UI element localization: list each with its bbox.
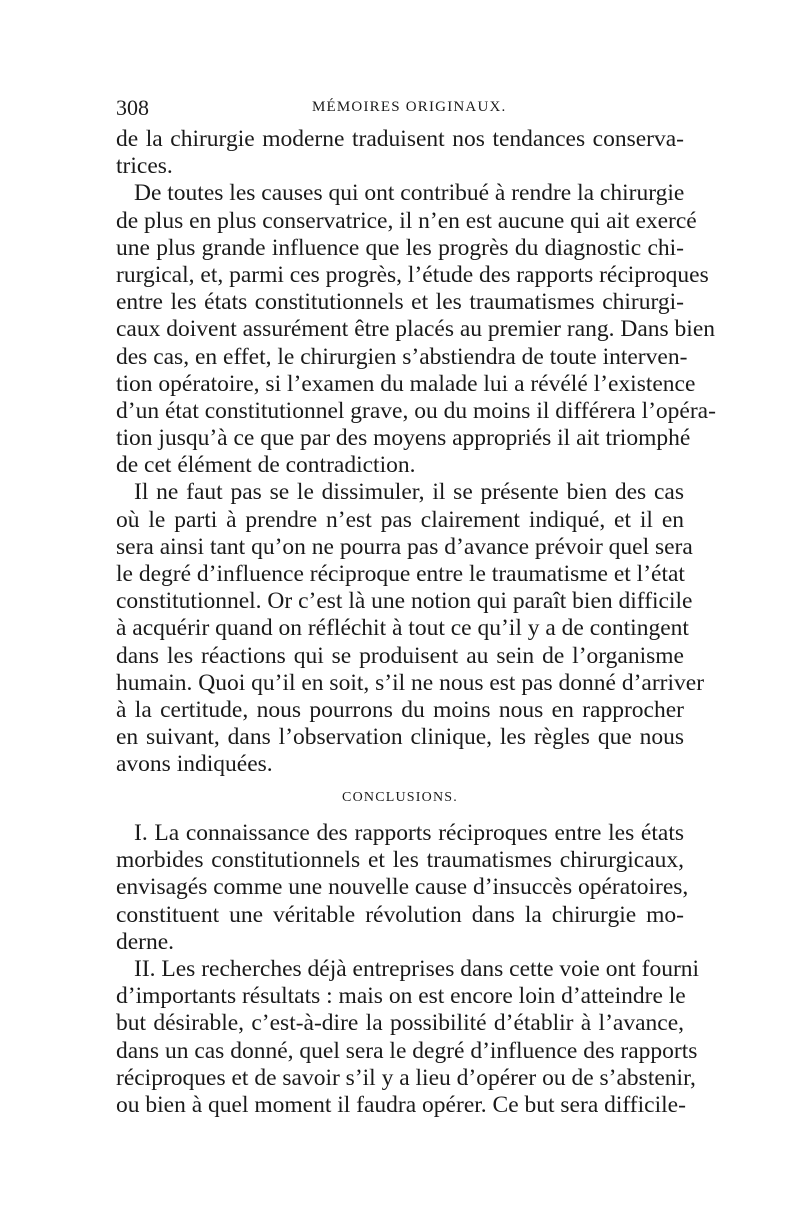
text-line: à acquérir quand on réfléchit à tout ce qu’il y a de contingent	[116, 615, 689, 642]
text-line: de cet élément de contradiction.	[116, 452, 416, 479]
text-line: une plus grande influence que les progrès du diagnostic chi-	[116, 234, 684, 261]
text-line: le degré d’influence réciproque entre le traumatisme et l’état	[116, 561, 685, 587]
text-line: dans les réactions qui se produisent au sein de l’organisme	[116, 642, 684, 669]
text-line: entre les états constitutionnels et les traumatismes chirurgi-	[116, 289, 684, 316]
running-title: MÉMOIRES ORIGINAUX.	[312, 99, 507, 115]
text-line: réciproques et de savoir s’il y a lieu d’opérer ou de s’abstenir,	[116, 1064, 696, 1091]
text-line: I. La connaissance des rapports réciproques entre les états	[134, 820, 684, 846]
text-line: rurgical, et, parmi ces progrès, l’étude des rapports réciproques	[116, 261, 709, 288]
text-line: II. Les recherches déjà entreprises dans cette voie ont fourni	[134, 955, 700, 982]
text-line: tion jusqu’à ce que par des moyens appropriés il ait triomphé	[116, 425, 691, 452]
text-line: envisagés comme une nouvelle cause d’insuccès opératoires,	[116, 874, 689, 901]
text-line: de plus en plus conservatrice, il n’en est aucune qui ait exercé	[116, 207, 697, 234]
text-line: des cas, en effet, le chirurgien s’abstiendra de toute interven-	[116, 343, 688, 370]
text-line: en suivant, dans l’observation clinique, les règles que nous	[116, 724, 684, 751]
text-line: constituent une véritable révolution dans la chirurgie mo-	[116, 901, 684, 928]
body-text-bottom	[116, 820, 700, 1119]
text-line: trices.	[116, 153, 173, 180]
text-line: ou bien à quel moment il faudra opérer. Ce but sera difficile-	[116, 1091, 686, 1118]
text-line: d’importants résultats : mais on est encore loin d’atteindre le	[116, 983, 686, 1010]
page-number: 308	[116, 95, 149, 120]
text-line: constitutionnel. Or c’est là une notion qui paraît bien difficile	[116, 588, 693, 615]
text-line: dans un cas donné, quel sera le degré d’influence des rapports	[116, 1037, 698, 1064]
text-line: avons indiquées.	[116, 751, 273, 778]
text-line: où le parti à prendre n’est pas clairement indiqué, et il en	[116, 506, 684, 533]
page-header	[116, 95, 684, 119]
text-line: de la chirurgie moderne traduisent nos tendances conserva-	[116, 126, 684, 152]
text-line: tion opératoire, si l’examen du malade lui a révélé l’existence	[116, 370, 696, 397]
section-heading: CONCLUSIONS.	[342, 790, 458, 805]
text-line: d’un état constitutionnel grave, ou du moins il différera l’opéra-	[116, 397, 716, 424]
text-line: derne.	[116, 928, 175, 955]
body-text-top	[116, 126, 716, 779]
text-line: caux doivent assurément être placés au premier rang. Dans bien	[116, 316, 716, 343]
text-line: morbides constitutionnels et les traumatismes chirurgicaux,	[116, 847, 684, 874]
text-line: but désirable, c’est-à-dire la possibilité d’établir à l’avance,	[116, 1010, 684, 1037]
text-line: humain. Quoi qu’il en soit, s’il ne nous est pas donné d’arriver	[116, 669, 705, 696]
text-line: Il ne faut pas se le dissimuler, il se présente bien des cas	[134, 479, 684, 506]
text-line: sera ainsi tant qu’on ne pourra pas d’avance prévoir quel sera	[116, 533, 693, 560]
text-line: De toutes les causes qui ont contribué à rendre la chirurgie	[134, 180, 685, 207]
text-line: à la certitude, nous pourrons du moins nous en rapprocher	[116, 696, 684, 723]
